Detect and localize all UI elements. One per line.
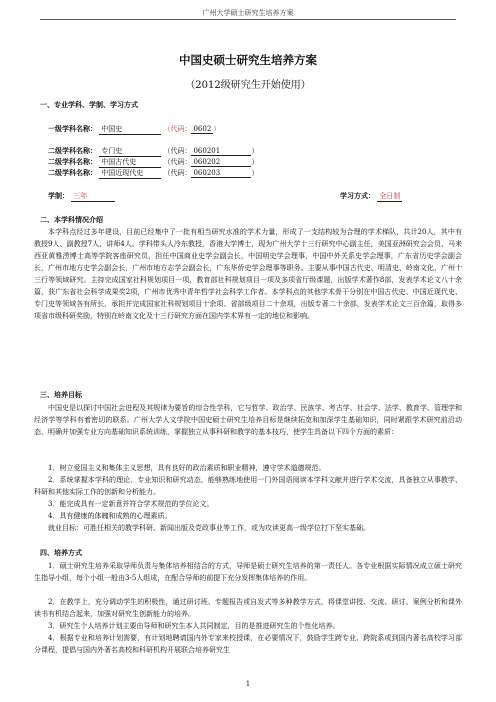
study-mode-value: 全日制 xyxy=(379,192,401,200)
training-item: 1．硕士研究生培养采取导师负责与集体培养相结合的方式，导师是硕士研究生培养的第一责任人。各专业根据实际情况成立硕士研究生指导小组，每个小组一般由3-5人组成，在配合导师的前提下充分发挥集体培养的作用。 xyxy=(34,562,462,582)
first-level-code-label: （代码： xyxy=(163,125,192,133)
training-item: 2．在教学上，充分调动学生的积极性，通过研讨班、专题报告或自发式等多种教学方式，将课堂讲授、交流、研讨、案例分析和课外读书有机结合起来，加强对研究生创新能力的培养。 xyxy=(34,598,462,618)
page-title: 中国史硕士研究生培养方案 xyxy=(179,53,317,67)
first-level-row xyxy=(48,124,220,135)
second-level-code: 060201 xyxy=(191,147,251,156)
employment-goal: 就业目标：可胜任相关的教学科研、新闻出版及党政事业等工作，或为攻读更高一级学位打下坚实基础。 xyxy=(48,524,370,532)
page-subtitle: （2012级研究生开始使用） xyxy=(185,80,311,91)
study-mode-row xyxy=(340,191,402,202)
goal-item: 2．系统掌握本学科的理论、专业知识和研究动态，能够熟练地使用一门外国语阅读本学科文献并进行学术交流，具备独立从事教学、科研和其他实际工作的创新和分析能力。 xyxy=(34,476,462,496)
page-number: 1 xyxy=(245,680,251,688)
second-level-code: 060202 xyxy=(191,158,251,167)
goal-item: 4．具有健康的体魄和成熟的心理素质。 xyxy=(48,512,172,520)
running-header: 广州大学硕士研究生培养方案 xyxy=(202,9,294,17)
second-level-value: 专门史 xyxy=(99,146,161,157)
second-level-code-end: ） xyxy=(251,158,259,166)
header-divider xyxy=(40,19,456,20)
second-level-label: 二级学科名称： xyxy=(48,147,97,155)
second-level-code-end: ） xyxy=(251,147,259,155)
goal-item: 1．树立爱国主义和集体主义思想，具有良好的政治素质和职业精神，遵守学术道德规范。 xyxy=(48,464,326,472)
second-level-code-label: （代码： xyxy=(163,147,192,155)
second-level-value: 中国古代史 xyxy=(99,157,161,168)
first-level-value: 中国史 xyxy=(99,124,161,135)
training-item: 3．研究生个人培养计划主要由导师和研究生本人共同制定，目的是推进研究生的个性化培养。 xyxy=(48,622,340,630)
second-level-code-label: （代码： xyxy=(163,169,192,177)
duration-label: 学制： xyxy=(48,192,69,200)
discipline-introduction: 本学科点经过多年建设，目前已经集中了一批有相当研究水准的学术力量，形成了一支结构较为合理的学术梯队，共计20人，其中有教授9人、副教授7人、讲师4人。学科带头人冷东教授，香港大学博士，现为广州大学十三行研究中心副主任，美国亚洲研究会会员、马来西亚黄雅涝博士高等学院客座研究员，担任中国商业史学会副会长，中国明史学会理事，中国中外关系史学会理事，广东省历史学会副会长，广州市地方史学会副会长，广州市地方志学会副会长，广东华侨史学会理事等职务。主要从事中国古代史、明清史、岭南文化、广州十三行等领域研究。主持完成国家社科规划项目一项，教育部社科规划项目一项及多项省厅级课题，出版学术著作8部，发表学术论文八十余篇，获广东省社会科学成果奖2项，广州市优秀中青年哲学社会科学工作者。本学科点的其他学术骨干分别在中国古代史、中国近现代史、专门史等领域各有所长，承担并完成国家社科规划项目十余项、省部级项目二十余项，出版专著二十余部，发表学术论文三百余篇，取得多项省市级科研奖励，特别在岭南文化及十三行研究方面在国内学术界有一定的地位和影响。 xyxy=(34,228,462,320)
section3-heading: 三、培养目标 xyxy=(40,391,82,399)
second-level-row xyxy=(48,168,258,179)
section4-heading: 四、培养方式 xyxy=(40,549,82,557)
goal-item: 3．能完成具有一定新意并符合学术规范的学位论文。 xyxy=(48,500,214,508)
first-level-code: 0602 xyxy=(193,125,212,133)
second-level-value: 中国近现代史 xyxy=(99,168,161,179)
second-level-label: 二级学科名称： xyxy=(48,158,97,166)
training-item: 4．根据专业和培养计划需要，有计划地聘请国内外专家来校授课，在必要情况下，鼓励学生跨专业、跨院系或到国内著名高校学习部分课程，提倡与国内外著名高校和科研机构开展联合培养研究生 xyxy=(34,634,462,654)
second-level-row xyxy=(48,146,258,157)
goal-introduction: 中国史是以探讨中国社会进程及其规律为要旨的综合性学科，它与哲学、政治学、民族学、考古学、社会学、法学、教育学、管理学和经济学等学科有着密切的联系。广州大学人文学院中国史硕士研究生培养目标是继续拓宽和加深学生基础知识，同时紧跟学术研究前沿动态，明确并加强专业方向基础知识系统训练，掌握独立从事科研和教学的基本技巧，使学生具备以下四个方面的素质： xyxy=(34,404,462,436)
section2-heading: 二、本学科情况介绍 xyxy=(40,216,103,224)
study-mode-label: 学习方式： xyxy=(340,192,375,200)
duration-row xyxy=(48,191,115,202)
first-level-code-end: ） xyxy=(213,125,221,133)
second-level-code-label: （代码： xyxy=(163,158,192,166)
second-level-code-end: ） xyxy=(251,169,259,177)
second-level-label: 二级学科名称： xyxy=(48,169,97,177)
duration-value: 三年 xyxy=(71,191,115,202)
second-level-row xyxy=(48,157,258,168)
section1-heading: 一、专业学科、学制、学习方式 xyxy=(40,101,138,109)
second-level-code: 060203 xyxy=(191,169,251,178)
first-level-label: 一级学科名称： xyxy=(48,125,97,133)
